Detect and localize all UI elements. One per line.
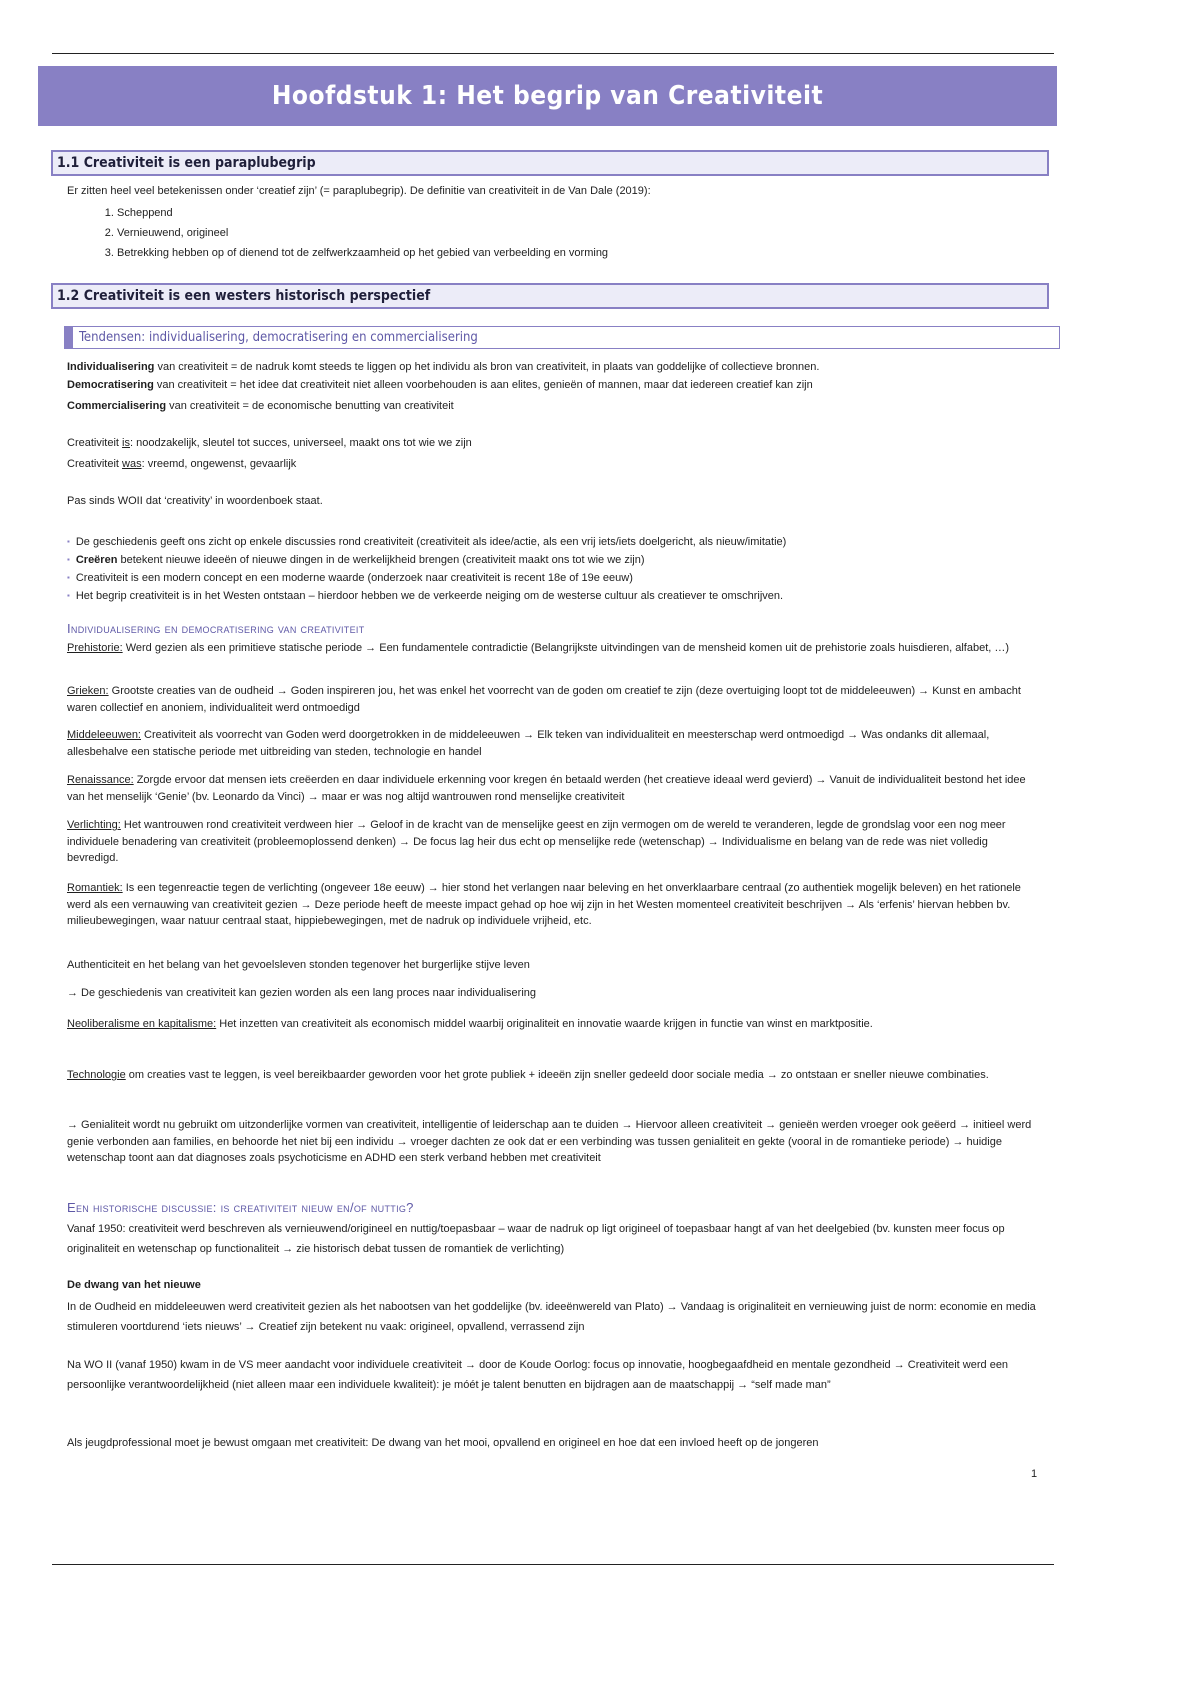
paragraph-oudheid: In de Oudheid en middeleeuwen werd creativiteit gezien als het nabootsen van het goddelijke (bv. ideeënwereld van Plato) → Vandaag is originaliteit en vernieuwing juist de norm: economie en media stimuleren voortdurend ‘iets nieuws’ → Creatief zijn betekent nu vaak: origineel, opvallend, verrassend zijn <box>67 1301 1036 1333</box>
page-title: Hoofdstuk 1: Het begrip van Creativiteit <box>38 66 1057 126</box>
intro-paragraph: Er zitten heel veel betekenissen onder ‘creatief zijn’ (= paraplubegrip). De definitie van creativiteit in de Van Dale (2019): <box>67 185 651 197</box>
paragraph-geschiedenis-conclusie: → De geschiedenis van creativiteit kan gezien worden als een lang proces naar individualisering <box>67 987 536 999</box>
heading-dwang-van-het-nieuwe: De dwang van het nieuwe <box>67 1279 201 1291</box>
paragraph-verlichting: Verlichting: Het wantrouwen rond creativiteit verdween hier → Geloof in de kracht van de menselijke geest en zijn vermogen om de wereld te veranderen, legde de grondslag voor een nog meer individuele benadering van creativiteit (probleemoplossend denken) → De focus lag heir dus echt op menselijke rede (wetenschap) → Individualisme en belang van de rede was niet volledig bevredigd. <box>67 819 1006 864</box>
section-heading-1-2: 1.2 Creativiteit is een westers historisch perspectief <box>51 283 1049 309</box>
paragraph-neoliberalisme: Neoliberalisme en kapitalisme: Het inzetten van creativiteit als economisch middel waarbij originaliteit en innovatie waarde krijgen in functie van winst en marktpositie. <box>67 1018 873 1030</box>
top-rule <box>52 53 1054 54</box>
list-item: ▪ Het begrip creativiteit is in het Westen ontstaan – hierdoor hebben we de verkeerde neiging om de westerse cultuur als creatiever te omschrijven. <box>67 587 1047 605</box>
definition-commercialisering: Commercialisering van creativiteit = de economische benutting van creativiteit <box>67 400 454 412</box>
creativiteit-is: Creativiteit is: noodzakelijk, sleutel tot succes, universeel, maakt ons tot wie we zijn <box>67 437 472 449</box>
subsection-heading-tendensen: Tendensen: individualisering, democratisering en commercialisering <box>64 326 1060 349</box>
list-item: 3. Betrekking hebben op of dienend tot de zelfwerkzaamheid op het gebied van verbeelding en vorming <box>117 243 608 263</box>
creativiteit-was: Creativiteit was: vreemd, ongewenst, gevaarlijk <box>67 458 297 470</box>
list-item: 1. Scheppend <box>117 203 608 223</box>
paragraph-middeleeuwen: Middeleeuwen: Creativiteit als voorrecht van Goden werd doorgetrokken in de middeleeuwen → Elk teken van individualiteit en meesterschap werd ontmoedigd → Was ondanks dit allemaal, allesbehalve een statische periode met uitbreiding van steden, technologie en handel <box>67 729 990 758</box>
paragraph-vanaf-1950: Vanaf 1950: creativiteit werd beschreven als vernieuwend/origineel en nuttig/toepasbaar – waar de nadruk op ligt origineel of toepasbaar hangt af van het deelgebied (bv. kunsten meer focus op originaliteit en wetenschap op functionaliteit → zie historisch debat tussen de romantiek de verlichting) <box>67 1223 1005 1255</box>
bullet-list <box>67 533 1047 605</box>
list-item: 2. Vernieuwend, origineel <box>117 223 608 243</box>
list-item: ▪ De geschiedenis geeft ons zicht op enkele discussies rond creativiteit (creativiteit als idee/actie, als een vrij iets/iets doelgericht, als nieuw/imitatie) <box>67 533 1047 551</box>
list-item: ▪ Creativiteit is een modern concept en een moderne waarde (onderzoek naar creativiteit is recent 18e of 19e eeuw) <box>67 569 1047 587</box>
paragraph-renaissance: Renaissance: Zorgde ervoor dat mensen iets creëerden en daar individuele erkenning voor kregen én betaald werden (het creatieve ideaal werd gevierd) → Vanuit de individualiteit bestond het idee van het menselijk ‘Genie’ (bv. Leonardo da Vinci) → maar er was nog altijd wantrouwen rond menselijke creativiteit <box>67 774 1026 803</box>
page-number: 1 <box>1031 1468 1038 1480</box>
heading-historische-discussie: Een historische discussie: is creativiteit nieuw en/of nuttig? <box>67 1200 414 1215</box>
paragraph-technologie: Technologie om creaties vast te leggen, is veel bereikbaarder geworden voor het grote publiek + ideeën zijn sneller gedeeld door sociale media → zo ontstaan er sneller nieuwe combinaties. <box>67 1069 989 1081</box>
heading-individualisering-democratisering: Individualisering en democratisering van creativiteit <box>67 621 365 636</box>
paragraph-grieken: Grieken: Grootste creaties van de oudheid → Goden inspireren jou, het was enkel het voorrecht van de goden om creatief te zijn (deze overtuiging loopt tot de middeleeuwen) → Kunst en ambacht waren collectief en anoniem, individualiteit werd ontmoedigd <box>67 685 1021 714</box>
paragraph-authenticiteit: Authenticiteit en het belang van het gevoelsleven stonden tegenover het burgerlijke stijve leven <box>67 959 530 971</box>
section-heading-1-1: 1.1 Creativiteit is een paraplubegrip <box>51 150 1049 176</box>
paragraph-prehistorie: Prehistorie: Werd gezien als een primitieve statische periode → Een fundamentele contradictie (Belangrijkste uitvindingen van de mensheid komen uit de prehistorie zoals huisdieren, alfabet, …) <box>67 642 1010 654</box>
definition-list <box>87 203 608 263</box>
definition-individualisering: Individualisering van creativiteit = de nadruk komt steeds te liggen op het individu als bron van creativiteit, in plaats van goddelijke of collectieve bronnen. <box>67 361 820 373</box>
paragraph-romantiek: Romantiek: Is een tegenreactie tegen de verlichting (ongeveer 18e eeuw) → hier stond het verlangen naar beleving en het onverklaarbare centraal (zo authentiek mogelijk beleven) en het rationele werd als een vernauwing van creativiteit gezien → Deze periode heeft de meeste impact gehad op hoe wij zijn in het Westen momenteel creativiteit beschrijven → Als ‘erfenis’ hiervan hebben bv. milieubewegingen, waar natuur centraal staat, hippiebewegingen, met de nadruk op individuele vrijheid, etc. <box>67 882 1021 927</box>
bottom-rule <box>52 1564 1054 1565</box>
list-item: ▪ Creëren betekent nieuwe ideeën of nieuwe dingen in de werkelijkheid brengen (creativiteit maakt ons tot wie we zijn) <box>67 551 1047 569</box>
definition-democratisering: Democratisering van creativiteit = het idee dat creativiteit niet alleen voorbehouden is aan elites, genieën of mannen, maar dat iedereen creatief kan zijn <box>67 379 813 391</box>
paragraph-genialiteit: → Genialiteit wordt nu gebruikt om uitzonderlijke vormen van creativiteit, intelligentie of leiderschap aan te duiden → Hiervoor alleen creativiteit → genieën werden vroeger ook geëerd → initieel werd genie verbonden aan families, en behoorde het niet bij een individu → vroeger dachten ze ook dat er een verbinding was tussen genialiteit en gekte (vooral in de romantieke periode) → huidige wetenschap toont aan dat diagnoses zoals psychoticisme en ADHD een sterk verband hebben met creativiteit <box>67 1119 1032 1164</box>
woii-note: Pas sinds WOII dat ‘creativity’ in woordenboek staat. <box>67 495 323 507</box>
paragraph-jeugdprofessional: Als jeugdprofessional moet je bewust omgaan met creativiteit: De dwang van het mooi, opvallend en origineel en hoe dat een invloed heeft op de jongeren <box>67 1437 819 1449</box>
paragraph-na-wo-ii: Na WO II (vanaf 1950) kwam in de VS meer aandacht voor individuele creativiteit → door de Koude Oorlog: focus op innovatie, hoogbegaafdheid en mentale gezondheid → Creativiteit werd een persoonlijke verantwoordelijkheid (niet alleen maar een individuele kwaliteit): je móét je talent benutten en bijdragen aan de maatschappij → “self made man” <box>67 1359 1009 1391</box>
